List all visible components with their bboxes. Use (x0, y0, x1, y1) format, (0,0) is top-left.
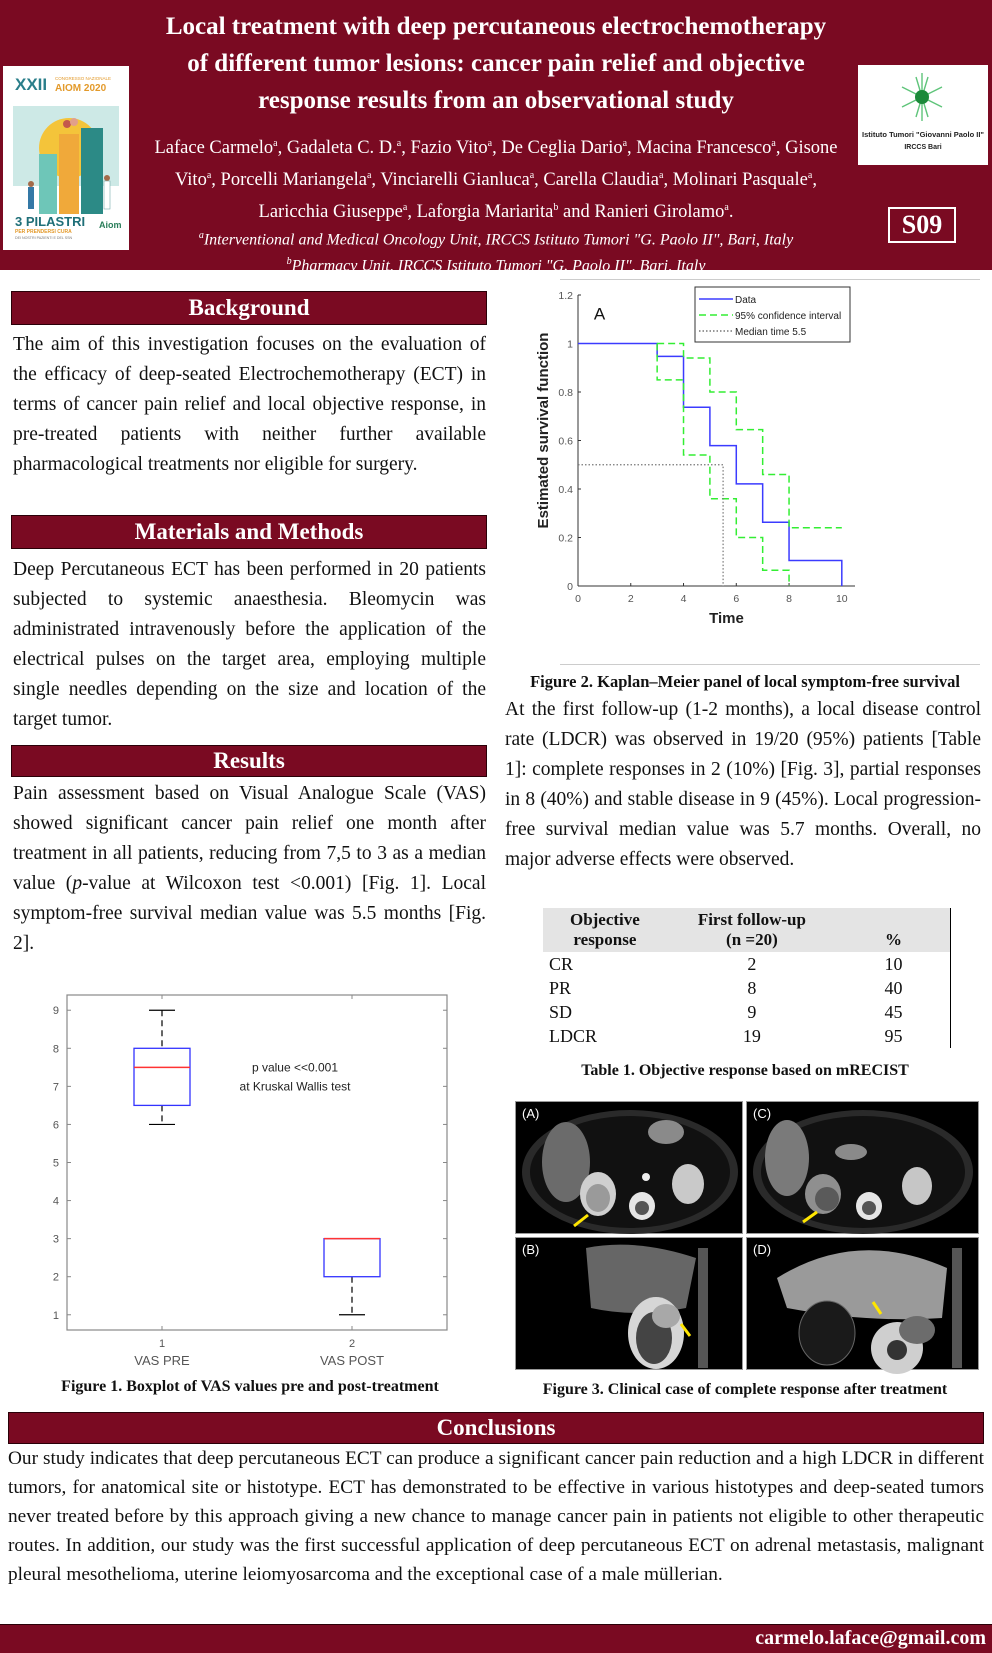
author-affiliation-mark: a (771, 138, 776, 149)
author-name: Laface Carmelo (154, 138, 274, 159)
cell-response: PR (549, 978, 572, 998)
cell-response: LDCR (549, 1026, 598, 1046)
annotation-line: p value <<0.001 (251, 1060, 339, 1075)
x-tick-label: 0 (575, 593, 581, 605)
panel-label: (D) (753, 1242, 772, 1257)
panel-label: A (593, 304, 606, 324)
results-text-part: -value at Wilcoxon test <0.001) [Fig. 1]. Local symptom-free survival median value was 5.5 months [Fig. 2]. (13, 873, 486, 954)
title-line: of different tumor lesions: cancer pain relief and objective (187, 50, 805, 77)
author-name: Fazio Vito (410, 138, 488, 159)
header-line: % (885, 930, 902, 949)
annotation-line: at Kruskal Wallis test (239, 1079, 351, 1094)
affiliation-b (140, 251, 852, 277)
ct-panel-a (515, 1101, 743, 1234)
cell-percent: 10 (837, 952, 950, 976)
section-heading-conclusions: Conclusions (8, 1412, 984, 1444)
author-name: Molinari Pasquale (672, 170, 808, 191)
institute-city: IRCCS Bari (904, 144, 942, 151)
x-tick-label: 2 (627, 593, 634, 605)
y-tick-label: 0.8 (558, 387, 573, 399)
x-tick-label: 8 (786, 593, 792, 605)
header-line: response (573, 930, 637, 949)
poster-code-badge: S09 (888, 207, 956, 243)
background-text: The aim of this investigation focuses on the evaluation of the efficacy of deep-seated Electrochemotherapy (ECT) in terms of cancer pain relief and local objective response, in pre-treated patients with neither further available pharmacological treatments nor eligible for surgery. (13, 334, 486, 475)
divider (560, 664, 980, 665)
author-name: Carella Claudia (543, 170, 660, 191)
plot-frame (67, 995, 447, 1330)
title-line: response results from an observational study (258, 87, 734, 114)
header-line: Objective (569, 910, 640, 929)
series-line-2 (657, 344, 842, 528)
cell-count: 2 (747, 954, 757, 974)
affiliation-mark: b (286, 256, 292, 268)
y-tick-label: 1 (52, 1309, 59, 1322)
cell-response: CR (549, 954, 574, 974)
y-tick-label: 0.6 (558, 435, 573, 448)
section-heading-methods: Materials and Methods (11, 515, 487, 549)
table-1-caption: Table 1. Objective response based on mRECIST (581, 1062, 909, 1079)
author-name: De Ceglia Dario (501, 138, 623, 159)
conclusions-text: Our study indicates that deep percutaneous ECT can produce a significant cancer pain reduction and a high LDCR in different tumors, for anatomical site or histotype. ECT has demonstrated to be effective in various histotypes and deep-seated tumors never treated before by this approach giving a new chance to manage cancer pain in patients not eligible to other therapeutic routes. In addition, our study was the first successful application of deep percutaneous ECT on adrenal metastasis, malignant pleural mesothelioma, uterine leiomyosarcoma and the exceptional case of a male müllerian. (8, 1448, 984, 1585)
x-tick-label: 1 (158, 1338, 166, 1350)
poster-title (120, 8, 872, 119)
logo-subline: PER PRENDERSI CURA (15, 229, 72, 235)
y-tick-label: 1.2 (558, 290, 573, 302)
x-tick-label: 6 (733, 593, 740, 605)
institute-name: Istituto Tumori "Giovanni Paolo II" (862, 130, 984, 139)
author-name: Ranieri Girolamo (594, 202, 725, 223)
results-text-part: Pain assessment based on Visual Analogue Scale (VAS) showed significant cancer pain relief one month after treatment in all patients, reducing from 7,5 to 3 as a median value ( (13, 783, 486, 894)
legend-label: 95% confidence interval (735, 311, 842, 322)
table-row (543, 1000, 951, 1024)
column-header-percent (837, 908, 950, 952)
y-tick-label: 3 (52, 1233, 59, 1246)
author-affiliation-mark: a (807, 170, 813, 182)
author-name: Porcelli Mariangela (220, 170, 367, 191)
table-header-row (543, 908, 951, 952)
figure-3-caption: Figure 3. Clinical case of complete response after treatment (542, 1381, 948, 1398)
author-affiliation-mark: a (396, 138, 402, 149)
x-tick-label: 2 (348, 1338, 356, 1350)
author-affiliation-mark: a (273, 138, 278, 149)
author-affiliation-mark: a (529, 170, 535, 182)
legend-label: Data (735, 295, 757, 306)
header-line: First follow-up (697, 910, 806, 929)
ct-panel-d (746, 1237, 979, 1370)
author-name: Gisone Vito (175, 138, 838, 191)
results-text-right: At the first follow-up (1-2 months), a local disease control rate (LDCR) was observed in 19/20 (95%) patients [Table 1]: complete responses in 2 (10%) [Fig. 3], partial responses in 8 (40%) and stable disease in 9 (45%). Local progression-free survival median value was 5.7 months. Overall, no major adverse effects were observed. (505, 699, 981, 870)
y-tick-label: 5 (52, 1157, 59, 1170)
author-affiliation-mark: a (659, 170, 664, 182)
istituto-tumori-logo (858, 65, 988, 165)
cell-percent: 45 (837, 1000, 950, 1024)
results-text-left (13, 779, 486, 959)
section-heading-results: Results (11, 745, 487, 777)
cell-count: 19 (742, 1026, 761, 1046)
legend-label: Median time 5.5 (735, 327, 807, 338)
methods-text: Deep Percutaneous ECT has been performed in 20 patients subjected to systemic anaesthesia. Bleomycin was administrated intravenously before the application of the electrical pulses on the target area, employing multiple single needles depending on the size and location of the target tumor. (13, 559, 486, 730)
x-tick-label: 10 (835, 593, 848, 605)
title-line: Local treatment with deep percutaneous electrochemotherapy (165, 13, 827, 40)
y-tick-label: 9 (52, 1005, 59, 1018)
table-1-objective-response (543, 908, 951, 1048)
table-row (543, 1024, 951, 1048)
author-name: Laricchia Giuseppe (258, 202, 403, 223)
y-tick-label: 0.4 (558, 484, 573, 496)
affiliation-mark: a (198, 230, 204, 241)
panel-label: (B) (522, 1242, 540, 1257)
cell-count: 8 (747, 978, 757, 998)
ct-panel-c (746, 1101, 979, 1234)
ct-panel-b (515, 1237, 743, 1370)
author-affiliation-mark: a (622, 138, 628, 149)
author-name: Laforgia Mariarita (416, 202, 554, 223)
panel-label: (A) (522, 1106, 540, 1121)
section-heading-background: Background (11, 291, 487, 325)
pillar-accessibilita (59, 134, 79, 214)
author-affiliation-mark: a (366, 170, 372, 182)
author-name: Vinciarelli Gianluca (380, 170, 530, 191)
author-affiliation-mark: a (206, 170, 212, 182)
header-line: (n =20) (726, 930, 778, 949)
author-name: Macina Francesco (636, 138, 772, 159)
y-tick-label: 1 (567, 338, 573, 351)
figure-1-boxplot (20, 975, 480, 1370)
aiom-congress-logo (3, 66, 129, 250)
affiliations (140, 225, 852, 278)
p-symbol: p (72, 873, 83, 894)
poster-footer (0, 1624, 992, 1653)
pillar-ricerca (39, 154, 57, 214)
author-list: Laface Carmelo$^a$, Gadaleta C. D.$^a$, Fazio Vito$^a$, De Ceglia Dario$^a$, Macina Francesco$^a$, Gisone Vito$^a$, Porcelli Mariangela$^a$, Vinciarelli Gianluca$^a$, Carella Claudia$^a$, Molinari Pasquale$^a$, Laricchia Giuseppe$^a$, Laforgia Mariarita$^b$ and Ranieri Girolamo$^a$. (154, 138, 838, 223)
poster-header (0, 0, 992, 275)
divider (560, 279, 980, 280)
author-affiliation-mark: a (487, 138, 493, 149)
table-row (543, 976, 951, 1000)
affiliation-a (140, 225, 852, 251)
author-affiliation-mark: a (724, 202, 729, 214)
logo-roman: XXII (15, 75, 48, 94)
figure-1-caption: Figure 1. Boxplot of VAS values pre and post-treatment (61, 1378, 439, 1395)
author-affiliation-mark: b (553, 202, 559, 214)
panel-label: (C) (753, 1106, 772, 1121)
figure-2-kaplan-meier (535, 283, 905, 663)
column-header-first-follow-up (667, 908, 837, 952)
cell-percent: 95 (837, 1024, 950, 1048)
pillar-organizzazione (81, 128, 103, 214)
column-header-objective-response (543, 908, 667, 952)
series-line-4 (578, 465, 723, 586)
logo-congress: CONGRESSO NAZIONALE (55, 76, 112, 81)
logo-headline: 3 PILASTRI (15, 214, 86, 229)
contact-email[interactable]: carmelo.laface@gmail.com (755, 1627, 986, 1649)
logo-event: AIOM 2020 (55, 83, 107, 94)
y-tick-label: 4 (52, 1195, 59, 1208)
x-category-label: VAS POST (319, 1353, 385, 1368)
y-axis-label: Estimated survival function (535, 332, 552, 529)
logo-subline2: DEI NOSTRI PAZIENTI E DEL SSN (15, 236, 73, 240)
cell-count: 9 (747, 1002, 757, 1022)
affiliation-text: Interventional and Medical Oncology Unit, IRCCS Istituto Tumori "G. Paolo II", Bari, Italy (203, 231, 794, 249)
x-category-label: VAS PRE (134, 1353, 190, 1368)
y-tick-label: 7 (52, 1081, 59, 1094)
x-tick-label: 4 (680, 593, 687, 605)
logo-brand: Aiom (99, 220, 122, 230)
y-tick-label: 0 (567, 581, 573, 593)
y-tick-label: 0.2 (558, 532, 573, 545)
table-row (543, 952, 951, 976)
figure-2-caption: Figure 2. Kaplan–Meier panel of local symptom-free survival (530, 672, 960, 691)
y-tick-label: 8 (52, 1043, 59, 1056)
cell-response: SD (549, 1002, 573, 1022)
y-tick-label: 6 (52, 1119, 59, 1132)
author-name: Gadaleta C. D. (286, 138, 397, 159)
affiliation-text: Pharmacy Unit, IRCCS Istituto Tumori "G. Paolo II", Bari, Italy (291, 257, 706, 275)
author-affiliation-mark: a (402, 202, 408, 214)
y-tick-label: 2 (52, 1271, 59, 1284)
x-axis-label: Time (709, 610, 744, 627)
cell-percent: 40 (837, 976, 950, 1000)
